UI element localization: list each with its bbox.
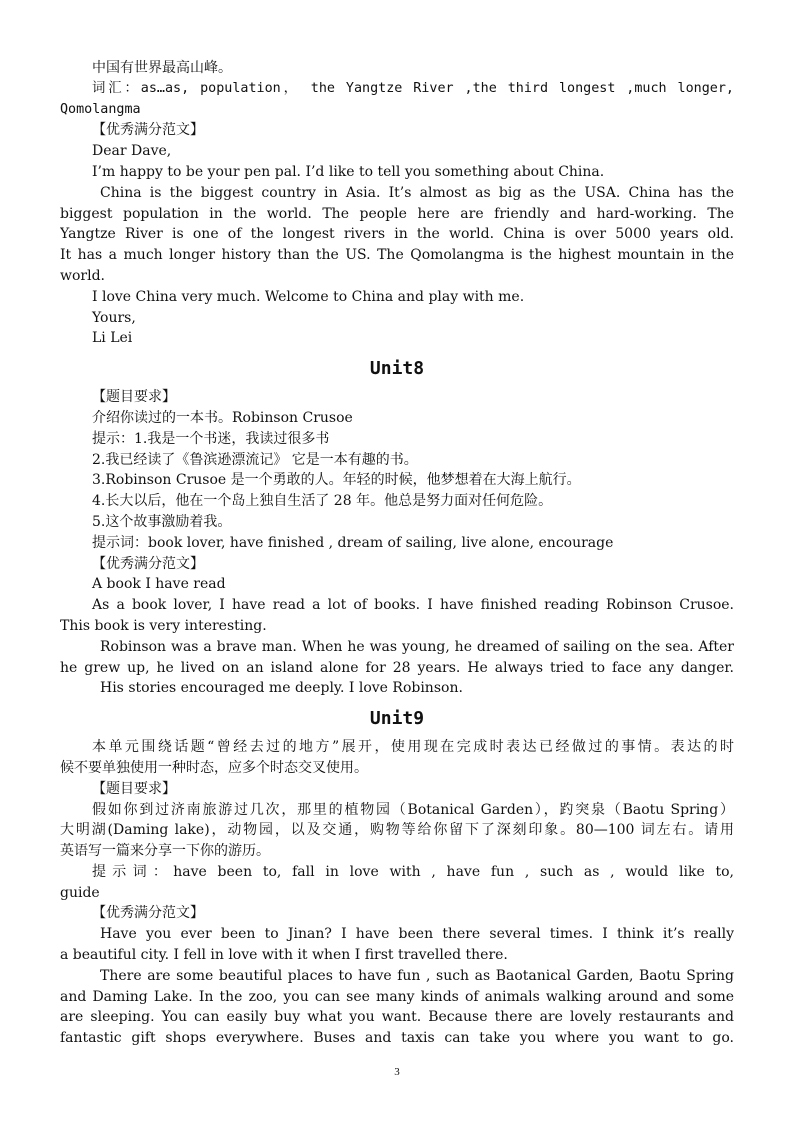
requirement-label: 【题目要求】 <box>92 389 176 406</box>
essay-line: As a book lover, I have read a lot of books. I have finished reading Robinson Crusoe. <box>92 597 734 614</box>
essay-line: There are some beautiful places to have fun , such as Baotanical Garden, Baotu Spring <box>100 967 734 984</box>
sample-essay-label: 【优秀满分范文】 <box>92 122 204 139</box>
essay-line: His stories encouraged me deeply. I love Robinson. <box>100 680 463 697</box>
intro-line: 本单元围绕话题“曾经去过的地方”展开，使用现在完成时表达已经做过的事情。表达的时 <box>92 739 734 756</box>
essay-line: Robinson was a brave man. When he was young, he dreamed of sailing on the sea. After <box>100 638 734 655</box>
unit-heading: Unit9 <box>369 708 425 730</box>
unit-heading: Unit8 <box>369 358 425 380</box>
requirement-line: 英语写一篇来分享一下你的游历。 <box>60 843 270 860</box>
requirement-label: 【题目要求】 <box>92 780 176 797</box>
keywords-line: guide <box>60 884 100 901</box>
keywords-line: 提示词：book lover, have finished , dream of sailing, live alone, encourage <box>92 534 614 551</box>
requirement-line: 2.我已经读了《鲁滨逊漂流记》 它是一本有趣的书。 <box>92 451 418 468</box>
essay-line: Dear Dave, <box>92 143 172 160</box>
essay-line: This book is very interesting. <box>60 617 267 634</box>
requirement-line: 3.Robinson Crusoe 是一个勇敢的人。年轻的时候，他梦想着在大海上航行。 <box>92 472 581 489</box>
essay-line: fantastic gift shops everywhere. Buses and taxis can take you where you want to go. <box>60 1030 734 1047</box>
page-number: 3 <box>394 1066 400 1078</box>
requirement-line: 提示：1.我是一个书迷，我读过很多书 <box>92 430 330 447</box>
requirement-line: 5.这个故事激励着我。 <box>92 513 232 530</box>
essay-line: I’m happy to be your pen pal. I’d like to tell you something about China. <box>92 163 605 180</box>
essay-line: Li Lei <box>92 330 133 347</box>
document-page <box>60 58 734 1049</box>
essay-line: China is the biggest country in Asia. It’s almost as big as the USA. China has the <box>100 184 734 201</box>
essay-line: are sleeping. You can easily buy what you want. Because there are lovely restaurants and <box>60 1009 734 1026</box>
requirement-line: 假如你到过济南旅游过几次，那里的植物园（Botanical Garden），趵突泉（Baotu Spring） <box>92 801 734 818</box>
text-line: 中国有世界最高山峰。 <box>92 60 232 76</box>
essay-line: Yangtze River is one of the longest rivers in the world. China is over 5000 years old. <box>60 226 734 243</box>
requirement-line: 4.长大以后，他在一个岛上独自生活了 28 年。他总是努力面对任何危险。 <box>92 493 553 510</box>
intro-line: 候不要单独使用一种时态，应多个时态交叉使用。 <box>60 759 368 776</box>
essay-line: and Daming Lake. In the zoo, you can see many kinds of animals walking around and some <box>60 988 734 1005</box>
keywords-line: 提示词：have been to, fall in love with , have fun , such as , would like to, <box>92 863 734 880</box>
requirement-line: 大明湖(Daming lake)，动物园，以及交通，购物等给你留下了深刻印象。80—100 词左右。请用 <box>60 822 734 839</box>
sample-essay-label: 【优秀满分范文】 <box>92 905 204 922</box>
essay-title: A book I have read <box>92 576 226 593</box>
requirement-line: 介绍你读过的一本书。Robinson Crusoe <box>92 409 353 426</box>
vocabulary-line: 词汇：as…as, population， the Yangtze River ,the third longest ,much longer, <box>92 80 734 96</box>
essay-line: a beautiful city. I fell in love with it when I first travelled there. <box>60 947 508 964</box>
essay-line: I love China very much. Welcome to China and play with me. <box>92 288 525 305</box>
essay-line: Yours, <box>92 309 136 326</box>
essay-line: he grew up, he lived on an island alone for 28 years. He always tried to face any danger. <box>60 659 734 676</box>
sample-essay-label: 【优秀满分范文】 <box>92 555 204 572</box>
essay-line: It has a much longer history than the US. The Qomolangma is the highest mountain in the <box>60 247 734 264</box>
vocabulary-line: Qomolangma <box>60 101 141 117</box>
essay-line: biggest population in the world. The people here are friendly and hard-working. The <box>60 205 734 222</box>
essay-line: Have you ever been to Jinan? I have been there several times. I think it’s really <box>100 926 734 943</box>
essay-line: world. <box>60 267 105 284</box>
